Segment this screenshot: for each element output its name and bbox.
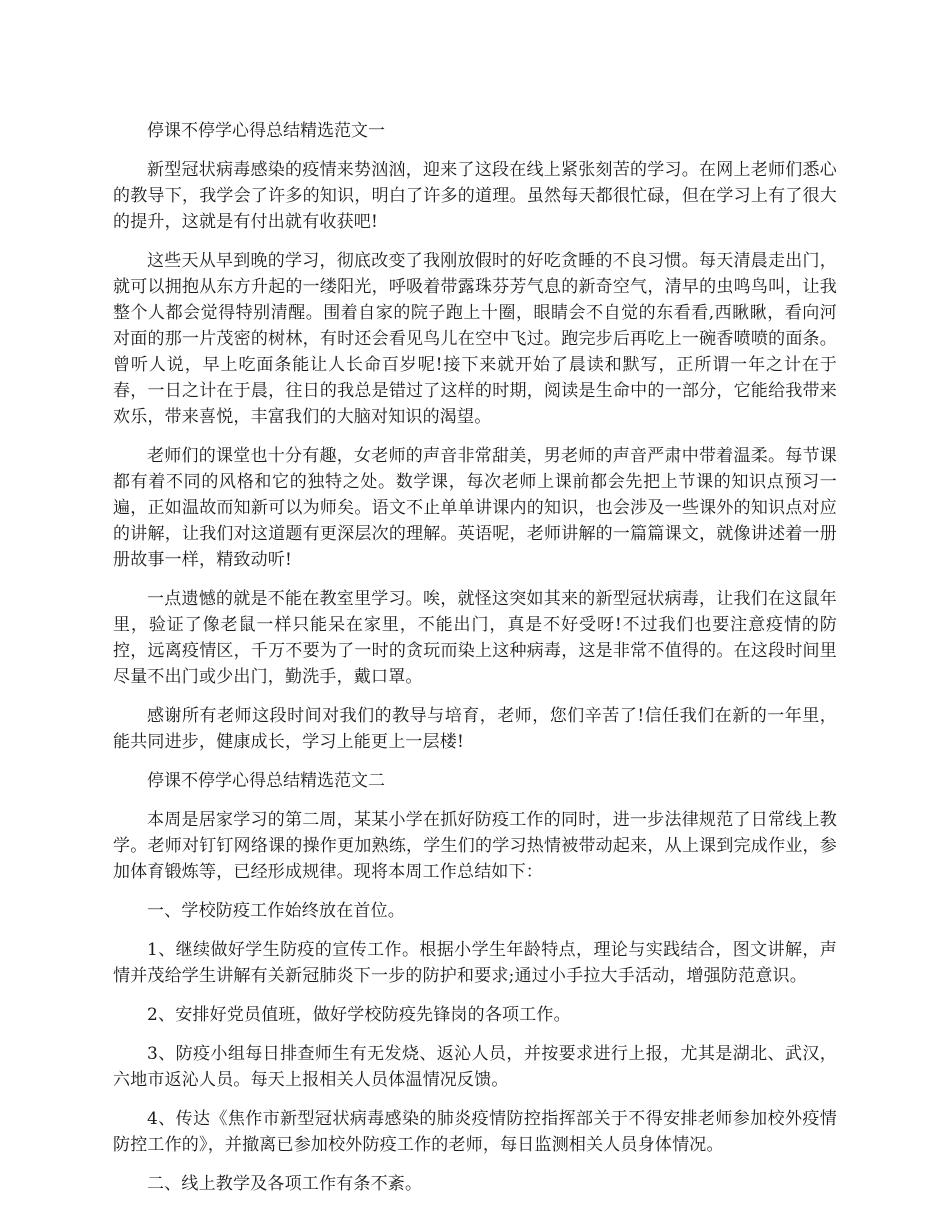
list-item: 4、传达《焦作市新型冠状病毒感染的肺炎疫情防控指挥部关于不得安排老师参加校外疫情防控工作的》，并撤离已参加校外防疫工作的老师，每日监测相关人员身体情况。	[113, 1109, 837, 1155]
paragraph: 新型冠状病毒感染的疫情来势汹汹，迎来了这段在线上紧张刻苦的学习。在网上老师们悉心的教导下，我学会了许多的知识，明白了许多的道理。虽然每天都很忙碌，但在学习上有了很大的提升，这就是有付出就有收获吧!	[113, 160, 837, 232]
paragraph: 这些天从早到晚的学习，彻底改变了我刚放假时的好吃贪睡的不良习惯。每天清晨走出门，就可以拥抱从东方升起的一缕阳光，呼吸着带露珠芬芳气息的新奇空气，清早的虫鸣鸟叫，让我整个人都会觉得特别清醒。围着自家的院子跑上十圈，眼睛会不自觉的东看看,西瞅瞅，看向河对面的那一片茂密的树林，有时还会看见鸟儿在空中飞过。跑完步后再吃上一碗香喷喷的面条。曾听人说，早上吃面条能让人长命百岁呢!接下来就开始了晨读和默写，正所谓一年之计在于春，一日之计在于晨，往日的我总是错过了这样的时期，阅读是生命中的一部分，它能给我带来欢乐，带来喜悦，丰富我们的大脑对知识的渴望。	[113, 251, 837, 427]
list-item: 3、防疫小组每日排查师生有无发烧、返沁人员，并按要求进行上报，尤其是湖北、武汉，六地市返沁人员。每天上报相关人员体温情况反馈。	[113, 1044, 837, 1090]
paragraph: 一、学校防疫工作始终放在首位。	[147, 901, 405, 921]
paragraph: 感谢所有老师这段时间对我们的教导与培育，老师，您们辛苦了!信任我们在新的一年里，能共同进步，健康成长，学习上能更上一层楼!	[113, 706, 837, 752]
paragraph: 老师们的课堂也十分有趣，女老师的声音非常甜美，男老师的声音严肃中带着温柔。每节课都有着不同的风格和它的独特之处。数学课，每次老师上课前都会先把上节课的知识点预习一遍，正如温故而知新可以为师矣。语文不止单单讲课内的知识，也会涉及一些课外的知识点对应的讲解，让我们对这道题有更深层次的理解。英语呢，老师讲解的一篇篇课文，就像讲述着一册册故事一样，精致动听!	[113, 446, 837, 570]
section-heading: 停课不停学心得总结精选范文一	[147, 121, 385, 141]
document-page	[113, 118, 837, 1210]
list-item: 1、继续做好学生防疫的宣传工作。根据小学生年龄特点，理论与实践结合，图文讲解，声情并茂给学生讲解有关新冠肺炎下一步的防护和要求;通过小手拉大手活动，增强防范意识。	[113, 940, 837, 986]
paragraph: 本周是居家学习的第二周，某某小学在抓好防疫工作的同时，进一步法律规范了日常线上教学。老师对钉钉网络课的操作更加熟练，学生们的学习热情被带动起来，从上课到完成作业，参加体育锻炼等，已经形成规律。现将本周工作总结如下：	[113, 810, 837, 882]
section-heading: 停课不停学心得总结精选范文二	[147, 771, 385, 791]
paragraph: 一点遗憾的就是不能在教室里学习。唉，就怪这突如其来的新型冠状病毒，让我们在这鼠年里，验证了像老鼠一样只能呆在家里，不能出门，真是不好受呀!不过我们也要注意疫情的防控，远离疫情区，千万不要为了一时的贪玩而染上这种病毒，这是非常不值得的。在这段时间里尽量不出门或少出门，勤洗手，戴口罩。	[113, 589, 837, 687]
list-item: 2、安排好党员值班，做好学校防疫先锋岗的各项工作。	[147, 1005, 571, 1025]
paragraph: 二、线上教学及各项工作有条不紊。	[147, 1174, 423, 1194]
